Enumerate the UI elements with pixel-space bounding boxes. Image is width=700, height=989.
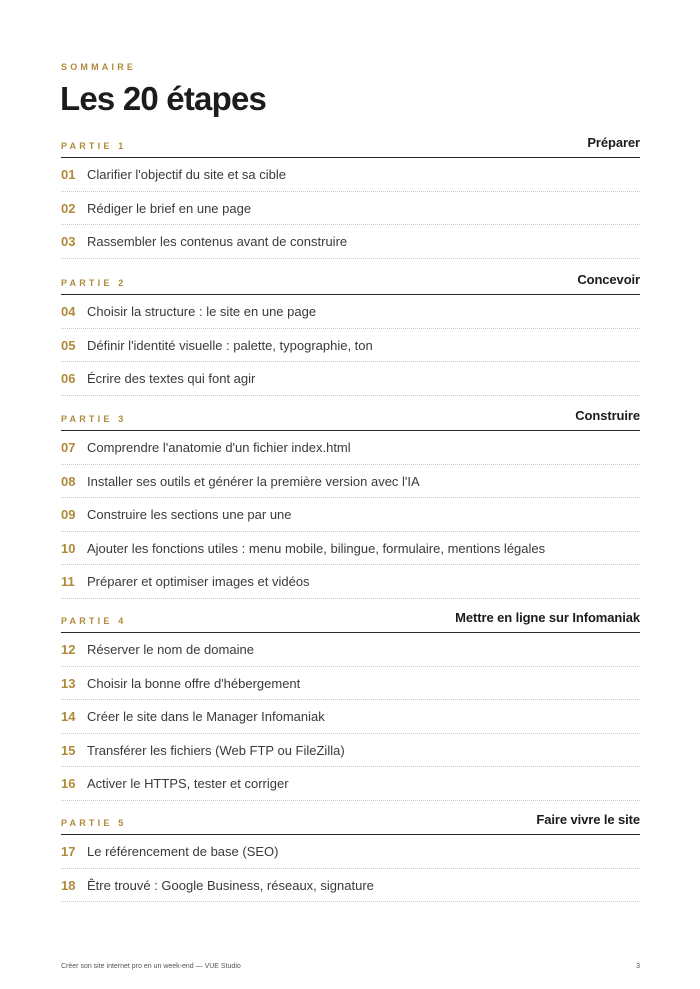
step-title: Comprendre l'anatomie d'un fichier index.html — [87, 440, 351, 455]
part-header — [61, 812, 640, 835]
step-number: 02 — [61, 200, 76, 216]
part-3 — [61, 408, 640, 599]
step-row — [61, 633, 640, 667]
step-number: 09 — [61, 507, 76, 522]
section-kicker: SOMMAIRE — [61, 62, 137, 72]
step-title: Être trouvé : Google Business, réseaux, signature — [87, 877, 374, 893]
step-title: Construire les sections une par une — [87, 507, 292, 522]
step-row — [61, 565, 640, 599]
step-number: 17 — [61, 844, 76, 859]
step-row — [61, 225, 640, 259]
step-number: 04 — [61, 304, 76, 319]
part-label: PARTIE 1 — [61, 141, 127, 151]
part-4 — [61, 610, 640, 801]
part-header — [61, 408, 640, 431]
step-row — [61, 700, 640, 734]
part-2 — [61, 272, 640, 396]
step-title: Écrire des textes qui font agir — [87, 371, 256, 386]
step-row — [61, 667, 640, 701]
step-row — [61, 158, 640, 192]
step-number: 10 — [61, 540, 76, 556]
step-row — [61, 869, 640, 903]
step-title: Rassembler les contenus avant de construire — [87, 234, 348, 249]
step-row — [61, 192, 640, 226]
part-name: Faire vivre le site — [536, 812, 640, 827]
step-row — [61, 329, 640, 363]
part-label: PARTIE 5 — [61, 818, 127, 828]
step-title: Installer ses outils et générer la première version avec l'IA — [87, 473, 420, 489]
step-number: 07 — [61, 440, 76, 455]
step-title: Activer le HTTPS, tester et corriger — [87, 776, 289, 791]
step-row — [61, 465, 640, 499]
step-number: 15 — [61, 742, 76, 758]
step-title: Réserver le nom de domaine — [87, 642, 254, 657]
part-header — [61, 135, 640, 158]
page-title: Les 20 étapes — [60, 80, 267, 117]
step-title: Rédiger le brief en une page — [87, 200, 252, 216]
part-name: Mettre en ligne sur Infomaniak — [455, 610, 640, 625]
step-row — [61, 295, 640, 329]
part-name: Préparer — [587, 135, 640, 150]
footer-text: Créer son site internet pro en un week-end — VUE Studio — [61, 963, 241, 970]
step-row — [61, 734, 640, 768]
step-title: Choisir la structure : le site en une page — [87, 304, 317, 319]
part-1 — [61, 135, 640, 259]
step-row — [61, 532, 640, 566]
part-name: Construire — [575, 408, 640, 423]
step-number: 08 — [61, 473, 76, 489]
step-row — [61, 498, 640, 532]
step-title: Clarifier l'objectif du site et sa cible — [87, 167, 287, 182]
part-header — [61, 272, 640, 295]
step-number: 13 — [61, 675, 76, 691]
step-number: 01 — [61, 167, 76, 182]
step-row — [61, 835, 640, 869]
part-label: PARTIE 3 — [61, 414, 127, 424]
step-number: 14 — [61, 709, 76, 724]
step-title: Créer le site dans le Manager Infomaniak — [87, 709, 325, 724]
step-row — [61, 362, 640, 396]
page-number: 3 — [636, 963, 640, 970]
part-label: PARTIE 2 — [61, 278, 127, 288]
step-number: 11 — [61, 574, 75, 589]
step-number: 05 — [61, 337, 76, 353]
step-row — [61, 431, 640, 465]
step-row — [61, 767, 640, 801]
step-title: Transférer les fichiers (Web FTP ou FileZilla) — [87, 742, 345, 758]
part-label: PARTIE 4 — [61, 616, 127, 626]
step-number: 12 — [61, 642, 76, 657]
part-header — [61, 610, 640, 633]
step-title: Le référencement de base (SEO) — [87, 844, 279, 859]
step-title: Choisir la bonne offre d'hébergement — [87, 675, 301, 691]
step-title: Ajouter les fonctions utiles : menu mobile, bilingue, formulaire, mentions légales — [87, 540, 546, 556]
step-number: 18 — [61, 877, 76, 893]
part-5 — [61, 812, 640, 902]
step-title: Préparer et optimiser images et vidéos — [87, 574, 310, 589]
part-name: Concevoir — [577, 272, 640, 287]
step-number: 03 — [61, 234, 76, 249]
step-number: 16 — [61, 776, 76, 791]
step-title: Définir l'identité visuelle : palette, typographie, ton — [87, 337, 373, 353]
step-number: 06 — [61, 371, 76, 386]
